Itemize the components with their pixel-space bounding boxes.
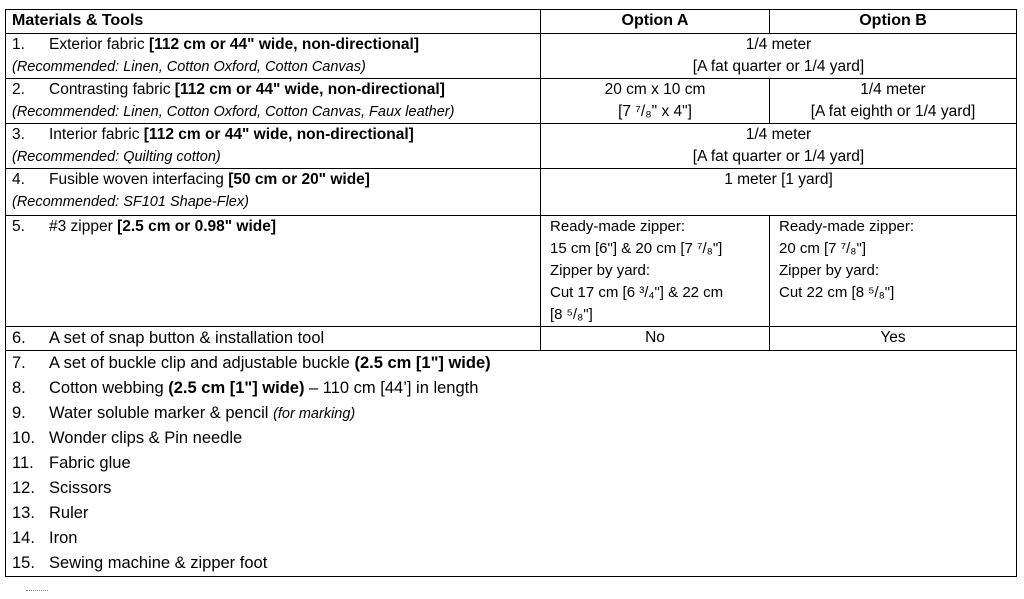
option-value: [8 ⁵/₈"] [550,306,593,323]
table-row [6,124,1017,169]
item-cell [6,327,541,351]
option-value: Ready-made zipper: [779,218,915,235]
option-both-cell [541,124,1017,169]
item-number: 13. [12,504,35,522]
general-tools-cell [6,351,1017,577]
list-item [12,426,1010,451]
item-number: 11. [12,454,34,472]
table-row [6,327,1017,351]
header-option-a: Option A [541,10,770,34]
item-label: Exterior fabric [49,36,145,53]
item-recommendation: (Recommended: Linen, Cotton Oxford, Cotton Canvas, Faux leather) [12,104,455,120]
option-a-cell [541,216,770,327]
header-materials: Materials & Tools [6,10,541,34]
table-row [6,351,1017,577]
item-label: #3 zipper [49,218,113,235]
item-label: Fusible woven interfacing [49,171,224,188]
item-number: 12. [12,479,35,497]
option-value: [7 ⁷/₈" x 4"] [618,103,692,120]
option-value: [A fat quarter or 1/4 yard] [692,148,865,165]
option-value: 1/4 meter [860,81,926,98]
option-both-cell [541,169,1017,216]
option-b-cell [770,216,1017,327]
item-cell [6,124,541,169]
header-row [6,10,1017,34]
materials-table [5,9,1017,577]
item-text: Fabric glue [49,454,131,472]
list-item [12,526,1010,551]
item-number: 6. [12,329,26,347]
item-text: Cotton webbing [49,379,169,397]
option-value: 1/4 meter [745,126,812,143]
option-value: [A fat eighth or 1/4 yard] [810,103,976,120]
option-a-cell: No [541,327,770,351]
item-recommendation: (Recommended: SF101 Shape-Flex) [12,194,249,210]
item-cell [6,216,541,327]
item-spec: (2.5 cm [1"] wide) [354,354,491,372]
option-value: Cut 22 cm [8 ⁵/₈"] [779,284,895,301]
option-value: 1 meter [1 yard] [724,171,833,188]
option-value: 15 cm [6"] & 20 cm [7 ⁷/₈"] [550,240,723,257]
list-item [12,351,1010,376]
list-item [12,476,1010,501]
item-text: A set of buckle clip and adjustable buckle [49,354,355,372]
item-number: 7. [12,354,26,372]
list-item [12,551,1010,576]
item-number: 5. [12,218,25,235]
option-value: Cut 17 cm [6 ³/₄"] & 22 cm [550,284,724,301]
table-row [6,216,1017,327]
footnote-mark [26,590,48,594]
item-spec: [112 cm or 44" wide, non-directional] [148,36,419,53]
list-item [12,451,1010,476]
item-spec: [2.5 cm or 0.98" wide] [117,218,277,235]
item-text: Water soluble marker & pencil [49,404,274,422]
list-item [12,401,1010,426]
option-value: Zipper by yard: [550,262,651,279]
table-row [6,169,1017,216]
option-value: Zipper by yard: [779,262,880,279]
item-cell [6,79,541,124]
item-text: Iron [49,529,78,547]
item-spec: (2.5 cm [1"] wide) [168,379,305,397]
item-text: Wonder clips & Pin needle [49,429,243,447]
option-value: Ready-made zipper: [550,218,686,235]
item-note: (for marking) [273,406,356,422]
item-recommendation: (Recommended: Quilting cotton) [12,149,221,165]
list-item [12,501,1010,526]
item-spec: [112 cm or 44" wide, non-directional] [174,81,445,98]
item-number: 14. [12,529,35,547]
item-cell [6,169,541,216]
item-number: 1. [12,36,25,53]
item-text: Scissors [49,479,112,497]
item-label: Interior fabric [49,126,140,143]
option-b-cell: Yes [770,327,1017,351]
option-value: 20 cm x 10 cm [604,81,706,98]
item-number: 2. [12,81,25,98]
item-number: 8. [12,379,26,397]
list-item [12,376,1010,401]
item-tail: – 110 cm [44’] in length [304,379,479,397]
option-value: 1/4 meter [745,36,812,53]
item-number: 4. [12,171,25,188]
item-cell [6,34,541,79]
item-number: 3. [12,126,25,143]
option-value: [A fat quarter or 1/4 yard] [692,58,865,75]
item-label: A set of snap button & installation tool [49,329,325,347]
option-value: 20 cm [7 ⁷/₈"] [779,240,866,257]
table-row [6,34,1017,79]
item-number: 10. [12,429,35,447]
item-spec: [112 cm or 44" wide, non-directional] [143,126,414,143]
item-label: Contrasting fabric [49,81,171,98]
item-spec: [50 cm or 20" wide] [228,171,370,188]
item-number: 9. [12,404,26,422]
item-recommendation: (Recommended: Linen, Cotton Oxford, Cotton Canvas) [12,59,366,75]
option-both-cell [541,34,1017,79]
option-b-cell [770,79,1017,124]
item-text: Sewing machine & zipper foot [49,554,268,572]
table-row [6,79,1017,124]
option-a-cell [541,79,770,124]
header-option-b: Option B [770,10,1017,34]
item-number: 15. [12,554,35,572]
item-text: Ruler [49,504,89,522]
